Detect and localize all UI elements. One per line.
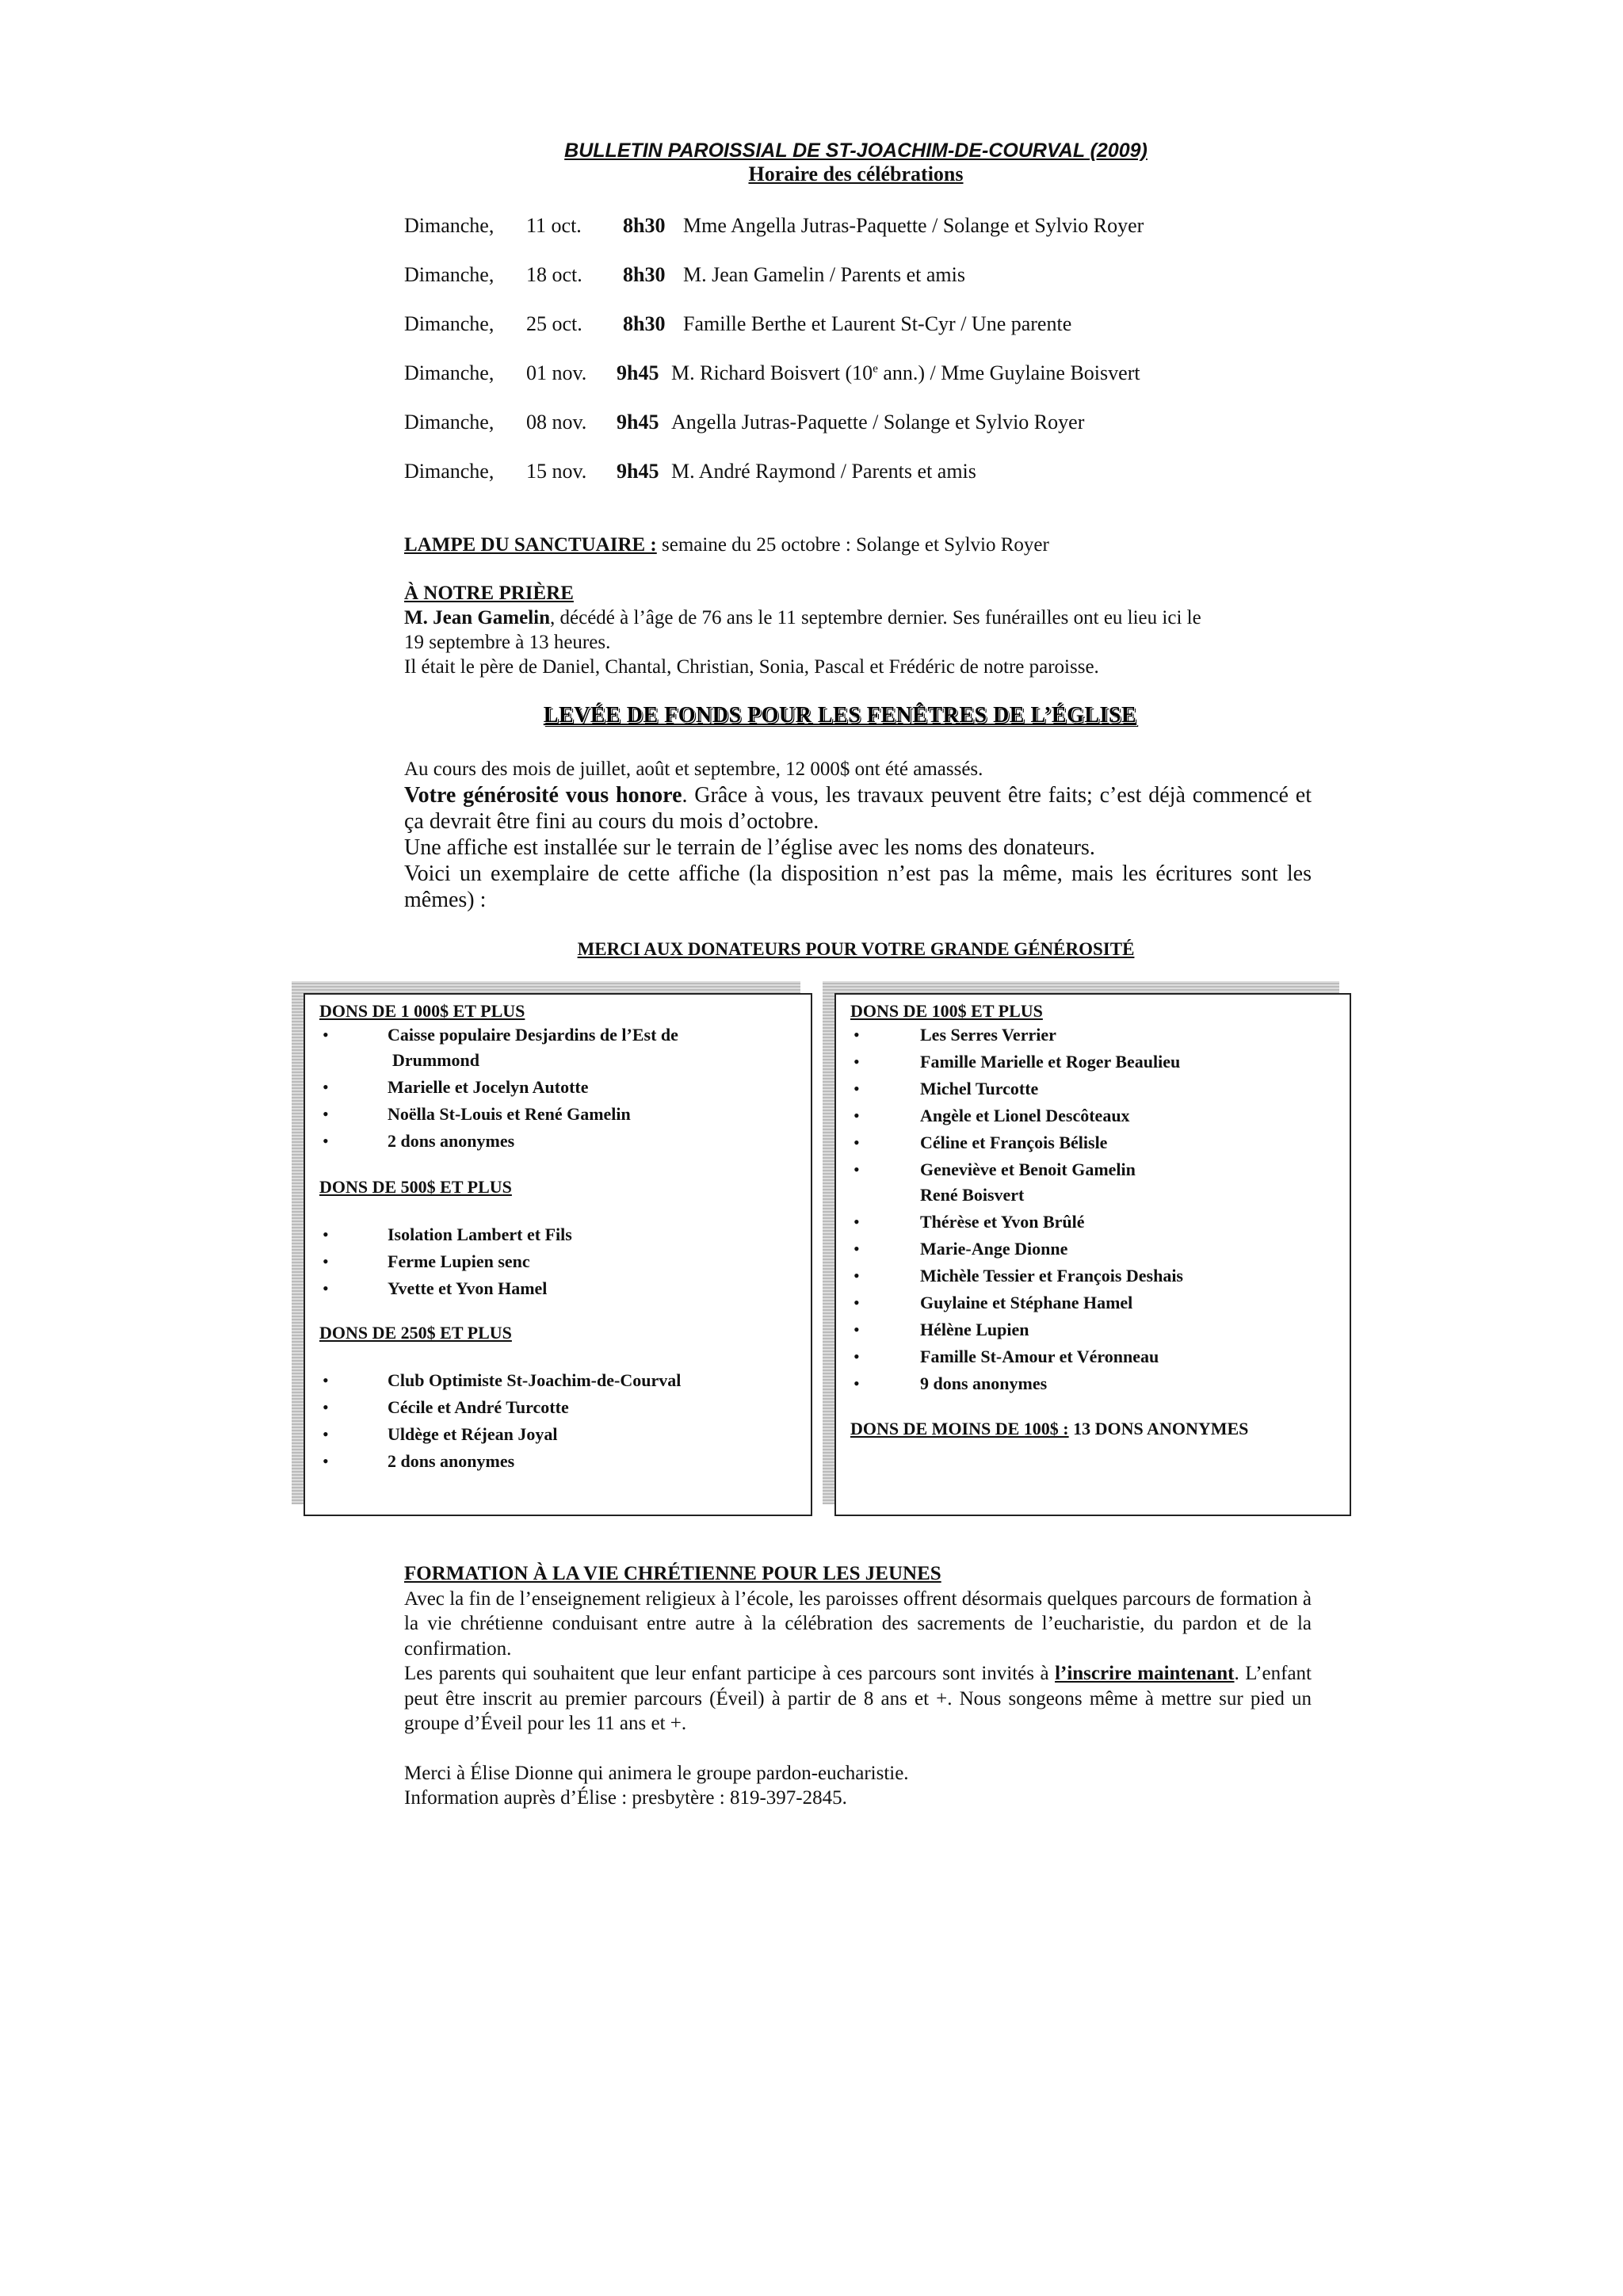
donor-name: Noëlla St-Louis et René Gamelin bbox=[388, 1104, 631, 1124]
priere-heading: À NOTRE PRIÈRE bbox=[404, 583, 574, 604]
intention-text: ann.) / Mme Guylaine Boisvert bbox=[877, 361, 1140, 384]
donor-name: Yvette et Yvon Hamel bbox=[388, 1278, 548, 1298]
formation-paragraph: Avec la fin de l’enseignement religieux à l’école, les paroisses offrent désormais quelques parcours de formation à la vie chrétienne conduisant entre autre à la célébration des sacrements de l’eucharistie, du pardon et de la confirmation. bbox=[404, 1587, 1312, 1660]
lampe-label: LAMPE DU SANCTUAIRE : bbox=[404, 534, 657, 556]
donor-name: Hélène Lupien bbox=[920, 1320, 1029, 1339]
schedule-intention: M. André Raymond / Parents et amis bbox=[671, 460, 976, 483]
bullet-icon: • bbox=[854, 1106, 860, 1125]
fundraising-bold: Votre générosité vous honore bbox=[404, 783, 682, 808]
bullet-icon: • bbox=[854, 1266, 860, 1286]
fundraising-body bbox=[404, 757, 1312, 913]
bullet-icon: • bbox=[323, 1451, 329, 1471]
schedule-date: 15 nov. bbox=[526, 460, 587, 483]
schedule-day: Dimanche, bbox=[404, 312, 495, 335]
donation-tier-heading: DONS DE MOINS DE 100$ : bbox=[850, 1419, 1069, 1438]
donor-name: Angèle et Lionel Descôteaux bbox=[920, 1106, 1130, 1125]
donor-name: Club Optimiste St-Joachim-de-Courval bbox=[388, 1370, 682, 1390]
schedule-intention: Mme Angella Jutras-Paquette / Solange et Sylvio Royer bbox=[683, 214, 1144, 237]
schedule-intention: M. Jean Gamelin / Parents et amis bbox=[683, 263, 965, 286]
bullet-icon: • bbox=[323, 1131, 329, 1151]
bullet-icon: • bbox=[854, 1347, 860, 1366]
donor-name: Thérèse et Yvon Brûlé bbox=[920, 1212, 1085, 1232]
fundraising-exemplaire: Voici un exemplaire de cette affiche (la disposition n’est pas la même, mais les écritures sont les mêmes) : bbox=[404, 861, 1312, 912]
bullet-icon: • bbox=[854, 1052, 860, 1072]
formation-text: Les parents qui souhaitent que leur enfant participe à ces parcours sont invités à bbox=[404, 1663, 1056, 1684]
donation-tier-heading: DONS DE 1 000$ ET PLUS bbox=[319, 1001, 525, 1021]
donation-tier-heading: DONS DE 250$ ET PLUS bbox=[319, 1323, 512, 1343]
schedule-time: 8h30 bbox=[623, 312, 666, 335]
bullet-icon: • bbox=[854, 1373, 860, 1393]
bullet-icon: • bbox=[323, 1077, 329, 1097]
schedule-date: 18 oct. bbox=[526, 263, 582, 286]
priere-line: Il était le père de Daniel, Chantal, Christian, Sonia, Pascal et Frédéric de notre paroisse. bbox=[404, 656, 1099, 678]
donation-tier-heading: DONS DE 500$ ET PLUS bbox=[319, 1177, 512, 1197]
formation-heading: FORMATION À LA VIE CHRÉTIENNE POUR LES JEUNES bbox=[404, 1563, 941, 1584]
schedule-intention: Famille Berthe et Laurent St-Cyr / Une parente bbox=[683, 312, 1072, 335]
formation-text: . L’enfant peut être inscrit au premier parcours (Éveil) à partir de 8 ans et +. Nous songeons même à mettre sur pied un groupe d’Éveil pour les 11 ans et +. bbox=[404, 1663, 1312, 1734]
fundraising-amount: Au cours des mois de juillet, août et septembre, 12 000$ ont été amassés. bbox=[404, 758, 983, 780]
schedule-time: 8h30 bbox=[623, 214, 666, 237]
fundraising-paragraph bbox=[404, 782, 1312, 835]
donor-name: 9 dons anonymes bbox=[920, 1373, 1048, 1393]
intention-text: M. Richard Boisvert (10 bbox=[671, 361, 873, 384]
priere-line: , décédé à l’âge de 76 ans le 11 septembre dernier. Ses funérailles ont eu lieu ici le bbox=[550, 607, 1201, 628]
donor-name: Drummond bbox=[392, 1050, 480, 1070]
schedule-time: 9h45 bbox=[617, 361, 659, 384]
formation-paragraph bbox=[404, 1661, 1312, 1736]
bullet-icon: • bbox=[323, 1224, 329, 1244]
schedule-day: Dimanche, bbox=[404, 460, 495, 483]
donor-name: Isolation Lambert et Fils bbox=[388, 1224, 572, 1244]
bullet-icon: • bbox=[323, 1278, 329, 1298]
schedule-date: 08 nov. bbox=[526, 411, 587, 434]
bullet-icon: • bbox=[323, 1397, 329, 1417]
donor-name: Marielle et Jocelyn Autotte bbox=[388, 1077, 589, 1097]
formation-contact: Information auprès d’Élise : presbytère : 819-397-2845. bbox=[404, 1787, 847, 1809]
spacer bbox=[404, 1736, 1312, 1761]
donor-name: Famille Marielle et Roger Beaulieu bbox=[920, 1052, 1181, 1072]
formation-section bbox=[404, 1561, 1312, 1811]
schedule-date: 11 oct. bbox=[526, 214, 582, 237]
donor-name: 2 dons anonymes bbox=[388, 1451, 515, 1471]
donor-name: Ferme Lupien senc bbox=[388, 1251, 530, 1271]
bullet-icon: • bbox=[854, 1212, 860, 1232]
schedule-heading: Horaire des célébrations bbox=[748, 162, 964, 185]
bullet-icon: • bbox=[854, 1159, 860, 1179]
priere-section bbox=[404, 581, 1316, 679]
donor-name: Michèle Tessier et François Deshais bbox=[920, 1266, 1183, 1286]
bullet-icon: • bbox=[854, 1293, 860, 1312]
schedule-day: Dimanche, bbox=[404, 214, 495, 237]
fundraising-affiche: Une affiche est installée sur le terrain de l’église avec les noms des donateurs. bbox=[404, 835, 1095, 860]
bullet-icon: • bbox=[854, 1025, 860, 1045]
formation-emphasis: l’inscrire maintenant bbox=[1055, 1663, 1235, 1684]
donors-box-left bbox=[304, 993, 812, 1516]
fundraising-text: . Grâce à vous, les travaux peuvent être faits; c’est déjà commencé et ça devrait être fini au cours du mois d’octobre. bbox=[404, 783, 1312, 834]
bullet-icon: • bbox=[323, 1025, 329, 1045]
donor-name: Geneviève et Benoit Gamelin bbox=[920, 1159, 1136, 1179]
schedule-time: 9h45 bbox=[617, 411, 659, 434]
bullet-icon: • bbox=[323, 1424, 329, 1444]
donor-name: Cécile et André Turcotte bbox=[388, 1397, 569, 1417]
schedule-date: 25 oct. bbox=[526, 312, 582, 335]
priere-name: M. Jean Gamelin bbox=[404, 607, 551, 628]
schedule-time: 9h45 bbox=[617, 460, 659, 483]
donor-name: Céline et François Bélisle bbox=[920, 1133, 1108, 1152]
bullet-icon: • bbox=[854, 1133, 860, 1152]
schedule-intention bbox=[671, 361, 1140, 385]
donor-name: Famille St-Amour et Véronneau bbox=[920, 1347, 1159, 1366]
bullet-icon: • bbox=[854, 1239, 860, 1259]
donor-name: Marie-Ange Dionne bbox=[920, 1239, 1068, 1259]
ordinal-suffix: e bbox=[873, 362, 878, 376]
donor-name: Caisse populaire Desjardins de l’Est de bbox=[388, 1025, 678, 1045]
fundraising-title: LEVÉE DE FONDS POUR LES FENÊTRES DE L’ÉGLISE bbox=[543, 703, 1137, 728]
bulletin-title: BULLETIN PAROISSIAL DE ST-JOACHIM-DE-COURVAL (2009) bbox=[564, 139, 1148, 162]
donors-box-right bbox=[834, 993, 1351, 1516]
schedule-intention: Angella Jutras-Paquette / Solange et Sylvio Royer bbox=[671, 411, 1085, 434]
donation-tier-value: 13 DONS ANONYMES bbox=[1068, 1419, 1249, 1438]
donors-thanks-heading: MERCI AUX DONATEURS POUR VOTRE GRANDE GÉNÉROSITÉ bbox=[577, 939, 1135, 959]
formation-thanks: Merci à Élise Dionne qui animera le groupe pardon-eucharistie. bbox=[404, 1762, 909, 1784]
priere-line: 19 septembre à 13 heures. bbox=[404, 632, 611, 653]
donor-name: René Boisvert bbox=[920, 1185, 1025, 1205]
bullet-icon: • bbox=[854, 1320, 860, 1339]
lampe-text: semaine du 25 octobre : Solange et Sylvio Royer bbox=[662, 534, 1049, 556]
donor-name: Uldège et Réjean Joyal bbox=[388, 1424, 558, 1444]
donor-name: Michel Turcotte bbox=[920, 1079, 1039, 1098]
bullet-icon: • bbox=[323, 1370, 329, 1390]
lampe-section bbox=[404, 533, 1049, 557]
bullet-icon: • bbox=[323, 1251, 329, 1271]
bullet-icon: • bbox=[323, 1104, 329, 1124]
donor-name: Guylaine et Stéphane Hamel bbox=[920, 1293, 1133, 1312]
schedule-day: Dimanche, bbox=[404, 411, 495, 434]
schedule-date: 01 nov. bbox=[526, 361, 587, 384]
donation-tier-summary bbox=[850, 1419, 1248, 1439]
schedule-time: 8h30 bbox=[623, 263, 666, 286]
schedule-day: Dimanche, bbox=[404, 263, 495, 286]
schedule-day: Dimanche, bbox=[404, 361, 495, 384]
donor-name: Les Serres Verrier bbox=[920, 1025, 1056, 1045]
bullet-icon: • bbox=[854, 1079, 860, 1098]
donation-tier-heading: DONS DE 100$ ET PLUS bbox=[850, 1001, 1043, 1021]
donor-name: 2 dons anonymes bbox=[388, 1131, 515, 1151]
